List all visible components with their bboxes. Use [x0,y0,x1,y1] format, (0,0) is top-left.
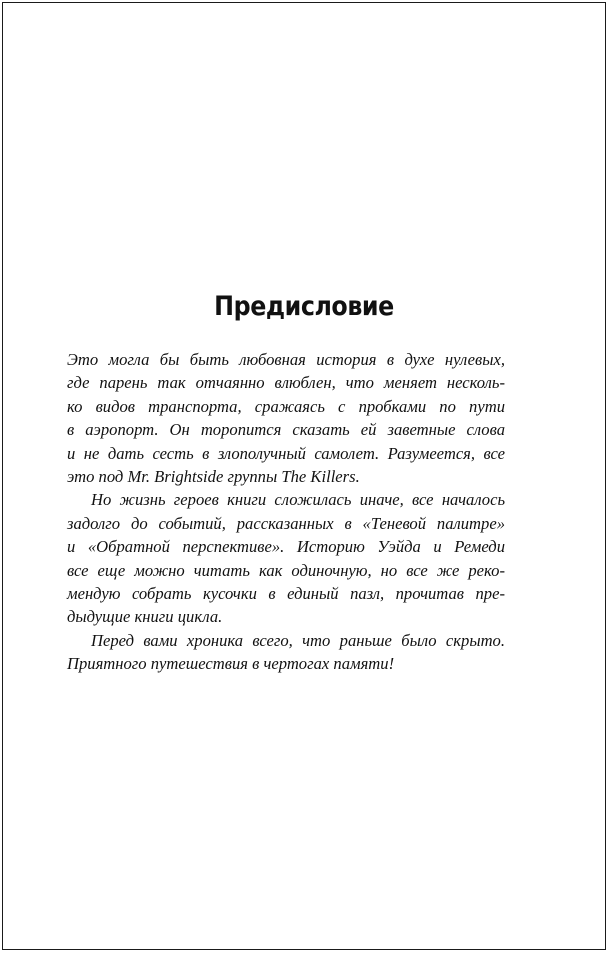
text-line: ко видов транспорта, сражаясь с пробками по пути [67,396,505,416]
text-line: все еще можно читать как одиночную, но все же реко- [67,560,505,580]
text-line: Перед вами хроника всего, что раньше было скрыто. [91,630,505,650]
preface-body [67,348,505,676]
text-line: задолго до событий, рассказанных в «Теневой палитре» [67,513,505,533]
text-line: где парень так отчаянно влюблен, что меняет несколь- [67,373,505,393]
text-line: это под Mr. Brightside группы The Killers. [67,467,360,487]
paragraph-3 [67,629,505,676]
text-line: и «Обратной перспективе». Историю Уэйда и Ремеди [67,537,505,557]
book-page [2,2,606,950]
paragraph-1 [67,348,505,488]
page-title: Предисловие [214,291,394,322]
paragraph-2 [67,488,505,628]
text-line: и не дать сесть в злополучный самолет. Разумеется, все [67,443,505,463]
text-line: дыдущие книги цикла. [67,607,223,627]
text-line: в аэропорт. Он торопится сказать ей заветные слова [67,420,505,440]
text-line: Это могла бы быть любовная история в духе нулевых, [67,350,505,369]
text-line: Но жизнь героев книги сложилась иначе, все началось [91,490,505,510]
text-line: Приятного путешествия в чертогах памяти! [67,654,395,674]
text-line: мендую собрать кусочки в единый пазл, прочитав пре- [67,584,505,604]
